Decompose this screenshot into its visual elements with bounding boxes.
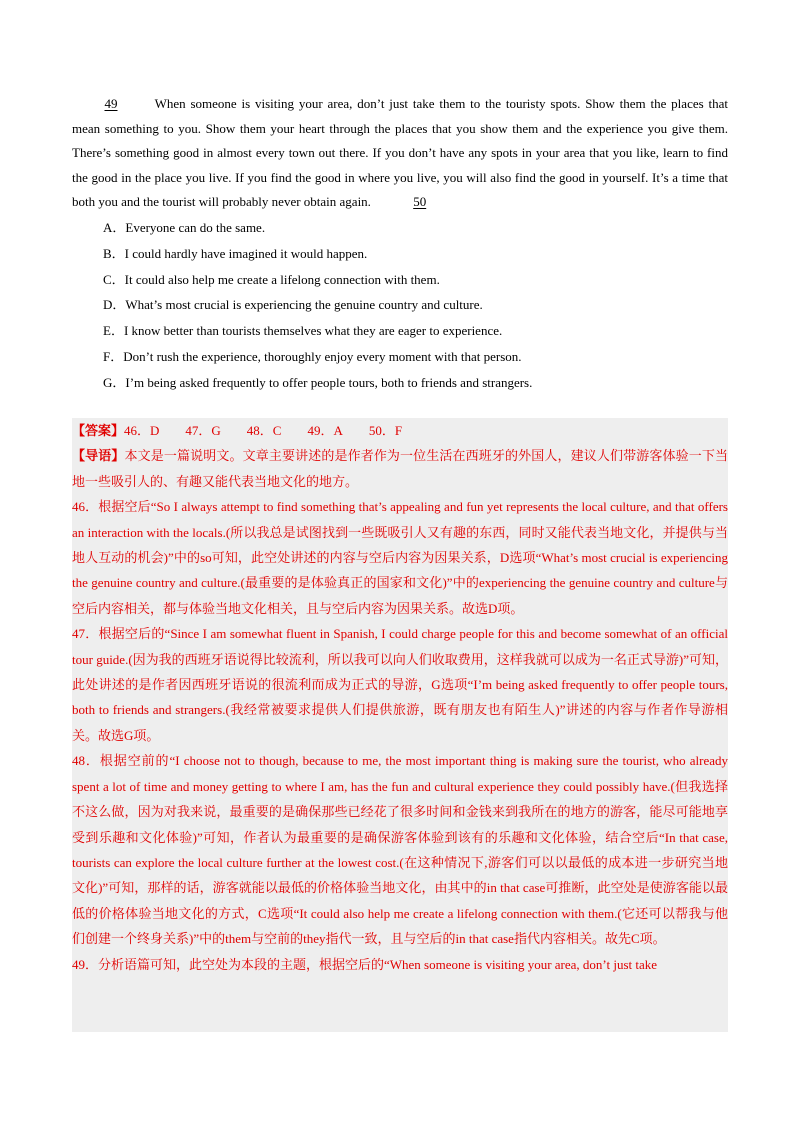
explanation-49: 49．分析语篇可知，此空处为本段的主题，根据空后的“When someone is visiting your area, don’t just take bbox=[72, 956, 658, 972]
guide-text: 本文是一篇说明文。文章主要讲述的是作者作为一位生活在西班牙的外国人，建议人们带游客体验一下当地一些吸引人的、有趣又能代表当地文化的地方。 bbox=[72, 448, 728, 489]
passage-text: When someone is visiting your area, don’t just take them to the touristy spots. Show them the places that mean something to you. Show them your heart through the places that you show them and the experience you give them. There’s something good in almost every town out there. If you don’t have any spots in your area that you like, learn to find the good in the place you live. If you find the good in where you live, you will also find the good in yourself. It’s a time that both you and the tourist will probably never obtain again. bbox=[72, 96, 728, 210]
answer-48: 48．C bbox=[246, 423, 282, 438]
explanation-48: 48．根据空前的“I choose not to though, because to me, the most important thing is making sure the tourist, who already spent a lot of time and money getting to where I am, has the fun and cultural experience they could possibly have.(但我选择不这么做，因为对我来说，最重要的是确保那些已经花了很多时间和金钱来到我所在的地方的游客，能尽可能地享受到乐趣和文化体验)”可知，作者认为最重要的是确保游客体验到该有的乐趣和文化体验，结合空后“In that case, tourists can explore the local culture further at the lowest cost.(在这种情况下,游客们可以以最低的成本进一步研究当地文化)”可知，那样的话，游客就能以最低的价格体验当地文化，由其中的in that case可推断，此空处是使游客能以最低的价格体验当地文化的方式，C选项“It could also help me create a lifelong connection with them.(它还可以帮我与他们创建一个终身关系)”中的them与空前的they指代一致，且与空后的in that case指代内容相关。故先C项。 bbox=[72, 753, 728, 947]
option-b: B．I could hardly have imagined it would happen. bbox=[103, 245, 368, 261]
blank-50: 50 bbox=[413, 194, 427, 210]
option-d: D．What’s most crucial is experiencing the genuine country and culture. bbox=[103, 297, 483, 313]
guide-tag: 【导语】 bbox=[72, 448, 125, 464]
answer-line bbox=[72, 418, 728, 443]
answer-46: 46．D bbox=[124, 423, 160, 438]
explanation-47: 47．根据空后的“Since I am somewhat fluent in Spanish, I could charge people for this and become somewhat of an official tour guide.(因为我的西班牙语说得比较流利，所以我可以向人们收取费用，这样我就可以成为一名正式导游)”可知，此处讲述的是作者因西班牙语说的很流利而成为正式的导游，G选项“I’m being asked frequently to offer people tours, both to friends and strangers.(我经常被要求提供人们提供旅游，既有朋友也有陌生人)”讲述的内容与作者作导游相关。故选G项。 bbox=[72, 626, 728, 743]
blank-49: 49 bbox=[104, 96, 118, 111]
answer-50: 50．F bbox=[368, 423, 403, 438]
answer-tag: 【答案】 bbox=[72, 423, 125, 438]
analysis-section bbox=[72, 418, 728, 1032]
option-f: F．Don’t rush the experience, thoroughly enjoy every moment with that person. bbox=[103, 348, 522, 364]
answer-47: 47．G bbox=[185, 423, 221, 438]
explanation-46: 46．根据空后“So I always attempt to find something that’s appealing and fun yet represents the local culture, and that offers an interaction with the locals.(所以我总是试图找到一些既吸引人又有趣的东西，同时又能代表当地文化，并提供与当地人互动的机会)”中的so可知，此空处讲述的内容与空后内容为因果关系，D选项“What’s most crucial is experiencing the genuine country and culture.(最重要的是体验真正的国家和文化)”中的experiencing the genuine country and culture与空后内容相关，都与体验当地文化相关，且与空后内容为因果关系。故选D项。 bbox=[72, 499, 728, 616]
options-list bbox=[103, 215, 723, 396]
answer-49: 49．A bbox=[307, 423, 343, 438]
option-c: C．It could also help me create a lifelong connection with them. bbox=[103, 271, 440, 287]
option-g: G．I’m being asked frequently to offer people tours, both to friends and strangers. bbox=[103, 374, 533, 390]
option-a: A．Everyone can do the same. bbox=[103, 220, 266, 235]
passage-paragraph bbox=[72, 92, 728, 215]
guide-paragraph bbox=[72, 443, 728, 494]
option-e: E．I know better than tourists themselves what they are eager to experience. bbox=[103, 323, 503, 339]
